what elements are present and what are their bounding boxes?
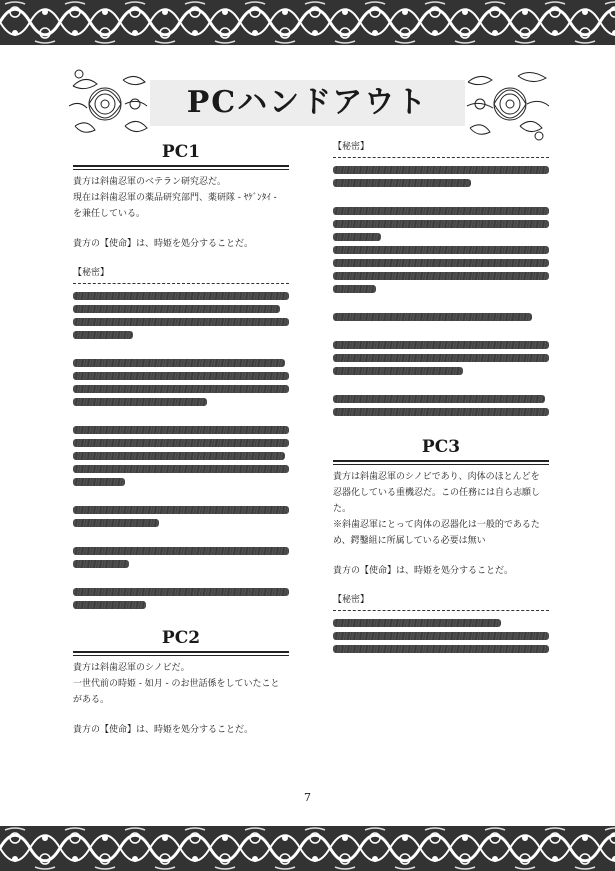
pc1-secret-rule — [73, 283, 289, 284]
pc1-heading: PC1 — [161, 142, 201, 162]
right-column — [333, 140, 549, 656]
pc2-redacted-secret — [333, 166, 549, 416]
right-flower-ornament — [465, 66, 550, 144]
pc1-line-3: を兼任している。 — [73, 209, 146, 219]
title-area — [65, 66, 550, 144]
pc2-heading-rule — [73, 651, 289, 656]
pc2-line-1: 貴方は斜歯忍軍のシノビだ。 — [73, 663, 190, 673]
pc3-secret-rule — [333, 610, 549, 611]
pc2-line-2: 一世代前の時姫 - 如月 - のお世話係をしていたこと — [73, 679, 280, 689]
pc2-secret-rule — [333, 157, 549, 158]
pc3-redacted-secret — [333, 619, 549, 653]
pc1-secret-label: 【秘密】 — [73, 268, 110, 278]
pc2-line-3: がある。 — [73, 695, 110, 705]
pc3-heading-rule — [333, 460, 549, 465]
pc1-line-1: 貴方は斜歯忍軍のベテラン研究忍だ。 — [73, 177, 227, 187]
pc1-redacted-secret — [73, 292, 289, 609]
pc2-mission: 貴方の【使命】は、時姫を処分することだ。 — [73, 725, 254, 735]
page-number: 7 — [304, 791, 311, 804]
pc3-line-5: め、鍔鑿組に所属している必要は無い — [333, 536, 486, 546]
pc2-heading: PC2 — [161, 628, 201, 648]
left-flower-ornament — [65, 66, 150, 144]
pc3-line-4: ※斜歯忍軍にとって肉体の忍器化は一般的であるた — [333, 520, 540, 530]
pc3-mission: 貴方の【使命】は、時姫を処分することだ。 — [333, 566, 514, 576]
pc1-line-2: 現在は斜歯忍軍の薬品研究部門、薬研隊 - ﾔｹﾞﾝﾀｲ - — [73, 193, 277, 203]
pc2-secret-label: 【秘密】 — [333, 142, 370, 152]
pc3-line-1: 貴方は斜歯忍軍のシノビであり、肉体のほとんどを — [333, 472, 540, 482]
pc3-line-3: た。 — [333, 504, 352, 514]
top-ornamental-border — [0, 0, 615, 45]
page-title: PCハンドアウト — [186, 85, 429, 120]
pc3-line-2: 忍器化している重機忍だ。この任務には自ら志願し — [333, 488, 541, 498]
pc1-heading-rule — [73, 165, 289, 170]
left-column — [73, 140, 289, 738]
pc3-secret-label: 【秘密】 — [333, 595, 370, 605]
bottom-ornamental-border — [0, 826, 615, 871]
pc1-mission: 貴方の【使命】は、時姫を処分することだ。 — [73, 239, 254, 249]
pc3-heading: PC3 — [421, 437, 461, 457]
